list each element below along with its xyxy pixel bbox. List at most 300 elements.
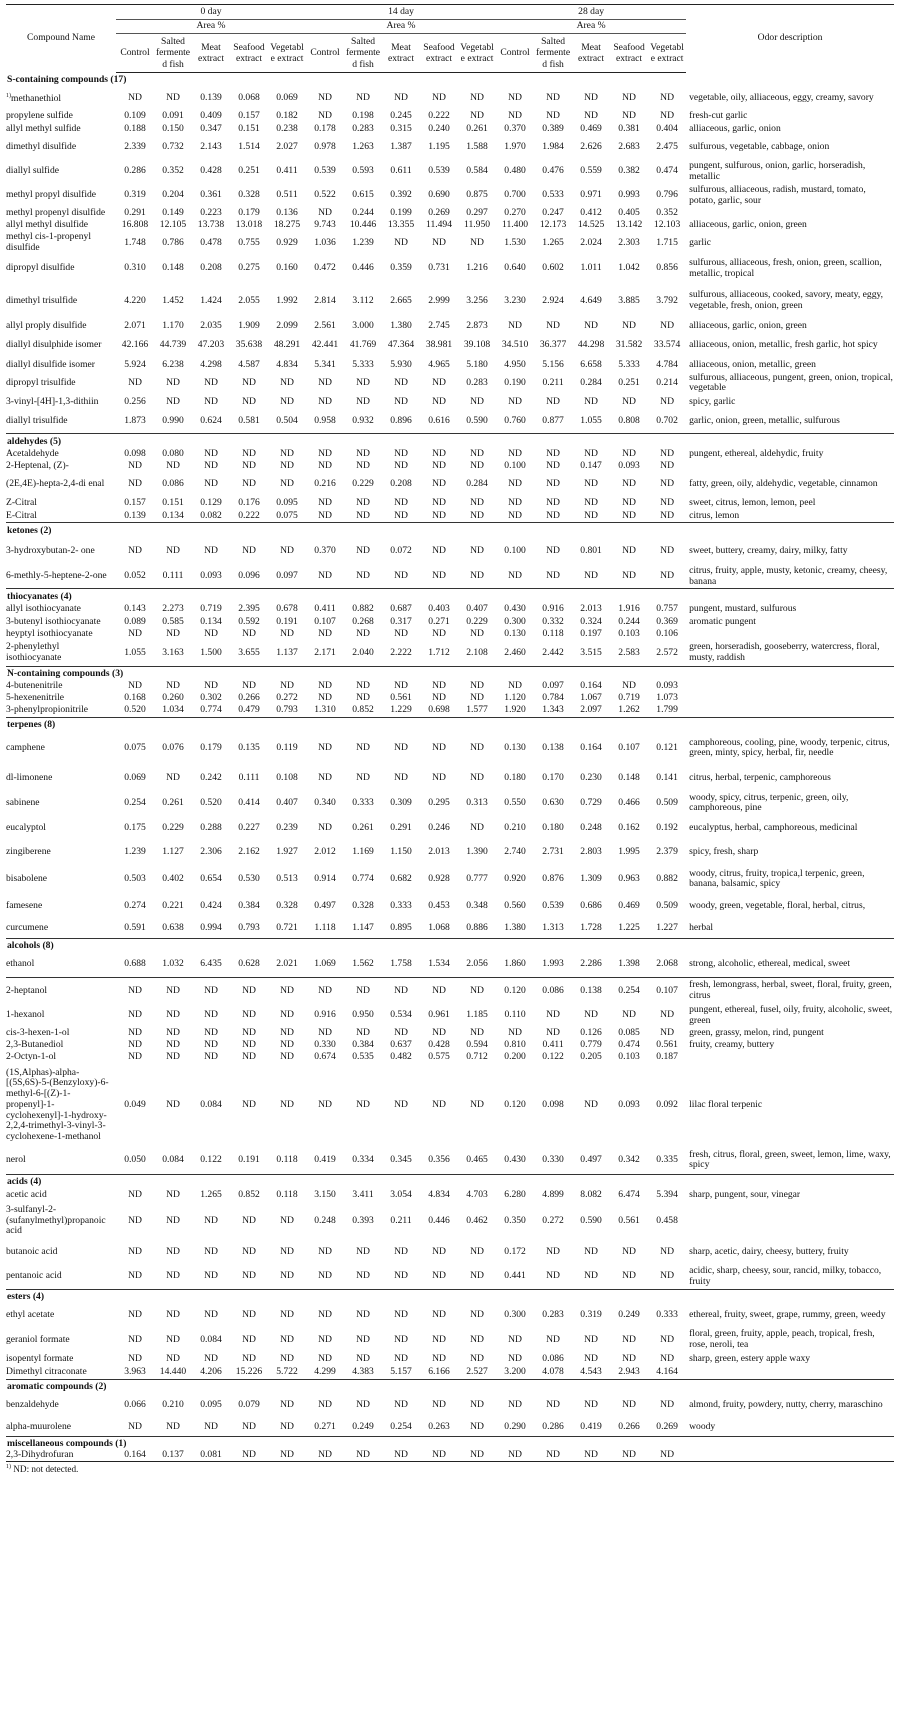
area-value-cell: ND [546,92,560,104]
area-value-cell: ND [508,1352,522,1364]
day-header-0: 0 day [116,5,306,20]
area-value-cell: 0.359 [390,262,412,274]
area-value-cell: 39.108 [463,339,491,351]
area-value-cell: 47.203 [197,339,225,351]
group-header-row [6,717,894,730]
area-value-cell: 11.400 [502,219,529,231]
area-value-cell: ND [166,92,180,104]
area-value-cell: 1.150 [390,846,412,858]
area-value-cell: ND [622,1245,636,1257]
area-value-cell: 0.084 [162,1154,184,1166]
area-value-cell: 1.011 [580,262,602,274]
area-value-cell: 0.119 [276,742,298,754]
area-value-cell: 0.509 [656,900,678,912]
area-value-cell: 0.474 [618,1039,640,1051]
table-row [6,1418,894,1436]
area-value-cell: 2.683 [618,141,640,153]
area-value-cell: 0.138 [580,984,602,996]
odor-description-cell: alliaceous, onion, metallic, fresh garlic, hot spicy [689,339,878,351]
area-value-cell: 41.769 [349,339,377,351]
area-value-cell: 0.348 [466,900,488,912]
table-row [6,603,894,616]
group-title: aromatic compounds (2) [6,1379,894,1392]
compound-name: 2-Heptenal, (Z)- [6,459,69,471]
area-value-cell: ND [318,509,332,521]
area-value-cell: 4.834 [276,358,298,370]
area-value-cell: ND [546,1270,560,1282]
area-value-cell: 2.068 [656,958,678,970]
area-value-cell: 0.164 [116,1450,154,1462]
area-value-cell: 1.390 [466,846,488,858]
area-value-cell: 0.319 [580,1308,602,1320]
area-value-cell: ND [356,1245,370,1257]
area-value-cell: 0.352 [656,207,678,219]
area-value-cell: 2.286 [580,958,602,970]
odor-description-header: Odor description [686,5,894,73]
compound-name: 3-butenyl isothiocyanate [6,615,101,627]
area-value-cell: ND [166,1270,180,1282]
sample-header-salted-fish: Salted fermente d fish [534,34,572,73]
sample-header-control: Control [116,34,154,73]
area-value-cell: 1.032 [162,958,184,970]
compound-name: Dimethyl citraconate [6,1365,87,1377]
area-value-cell: ND [318,92,332,104]
area-value-cell: 4.383 [352,1365,374,1377]
area-value-cell: ND [128,1308,142,1320]
area-value-cell: 4.784 [656,358,678,370]
area-value-cell: 0.593 [352,165,374,177]
area-value-cell: ND [508,496,522,508]
area-value-cell: ND [470,984,484,996]
area-value-cell: 0.731 [428,262,450,274]
odor-description-cell: floral, green, fruity, apple, peach, tropical, fresh, rose, neroli, tea [689,1328,875,1351]
area-value-cell: ND [356,1333,370,1345]
area-value-cell: 0.611 [390,165,412,177]
area-value-cell: 1.313 [542,921,564,933]
area-value-cell: 0.172 [504,1245,526,1257]
compound-name-cell [6,1040,116,1052]
odor-description-cell: aromatic pungent [689,615,756,627]
area-value-cell: ND [242,1333,256,1345]
area-value-cell: 0.328 [238,189,260,201]
area-value-cell: ND [394,1333,408,1345]
table-row [6,538,894,565]
table-row [6,894,894,918]
compound-name: pentanoic acid [6,1270,62,1282]
area-value-cell: 0.254 [618,984,640,996]
compound-name: zingiberene [6,846,51,858]
area-value-cell: 0.914 [314,873,336,885]
sample-header-salted-fish: Salted fermente d fish [154,34,192,73]
area-value-cell: 1.992 [276,294,298,306]
area-value-cell: 0.211 [390,1214,412,1226]
compound-name-cell [6,1264,116,1290]
area-value-cell: ND [356,570,370,582]
area-value-cell: ND [420,1450,458,1462]
compound-name-cell [6,334,116,358]
area-value-cell: ND [660,1245,675,1257]
odor-description-cell: almond, fruity, powdery, nutty, cherry, maraschino [689,1399,883,1410]
area-value-cell: 0.100 [504,545,526,557]
area-value-cell: ND [470,509,484,521]
area-value-cell: ND [470,627,484,639]
area-value-cell: 1.993 [542,958,564,970]
area-value-cell: 2.745 [428,320,450,332]
area-value-cell: 0.141 [656,772,678,784]
area-value-cell: ND [394,1352,408,1364]
area-value-cell: ND [572,1450,610,1462]
area-value-cell: 0.229 [466,615,488,627]
area-value-cell: ND [508,1399,522,1410]
area-value-cell: 0.504 [276,415,298,427]
odor-description-cell [686,692,894,704]
odor-description-cell: lilac floral terpenic [689,1098,763,1110]
area-value-cell: 2.040 [352,646,374,658]
area-value-cell: 0.808 [618,415,640,427]
area-value-cell: 0.109 [124,110,146,122]
area-value-cell: ND [470,570,484,582]
area-value-cell: 0.309 [390,797,412,809]
area-value-cell: 0.465 [466,1154,488,1166]
area-value-cell: 0.095 [276,496,298,508]
odor-description-cell: sulfurous, alliaceous, fresh, onion, green, scallion, metallic, tropical [689,256,882,279]
area-value-cell: 1.239 [124,846,146,858]
compound-name: 2-heptanol [6,984,48,996]
area-value-cell: 1.216 [466,262,488,274]
compound-name: 3-vinyl-[4H]-1,3-dithiin [6,395,99,407]
table-row [6,111,894,123]
area-value-cell: 42.166 [121,339,149,351]
area-value-cell: 1.398 [618,958,640,970]
area-value-cell: 0.476 [542,165,564,177]
area-value-cell: ND [242,1245,256,1257]
area-value-cell: 0.430 [504,1154,526,1166]
area-value-cell: 0.170 [542,772,564,784]
compound-name-cell [6,628,116,640]
area-value-cell: ND [508,320,522,332]
footnote [6,1464,894,1474]
group-header-row [6,1175,894,1188]
area-value-cell: 0.561 [618,1214,640,1226]
area-value-cell: 0.075 [276,509,298,521]
area-value-cell: 1.170 [162,320,184,332]
table-row [6,1392,894,1418]
area-value-cell: 0.550 [504,797,526,809]
area-value-cell: 2.740 [504,846,526,858]
area-value-cell: 0.290 [504,1420,526,1432]
area-value-cell: ND [546,1009,560,1021]
compound-name-cell [6,1418,116,1436]
area-value-cell: ND [242,1027,256,1039]
area-value-cell: ND [470,1420,484,1432]
area-value-cell: ND [470,679,484,691]
area-value-cell: ND [128,376,142,388]
area-value-cell: ND [546,545,560,557]
area-value-cell: ND [128,1051,142,1063]
area-value-cell: ND [318,772,332,784]
area-value-cell: 0.585 [162,615,184,627]
area-value-cell: ND [584,496,598,508]
odor-description-cell: pungent, sulfurous, onion, garlic, horseradish, metallic [689,159,866,182]
area-value-cell: 2.143 [200,141,222,153]
area-value-cell: 1.227 [656,921,678,933]
area-value-cell: 0.361 [200,189,222,201]
area-value-cell: 0.164 [580,679,602,691]
table-row [6,1188,894,1202]
area-value-cell: ND [584,1098,598,1110]
area-value-cell: ND [660,1270,675,1282]
odor-description-cell [686,1202,894,1240]
area-value-cell: 1.069 [314,958,336,970]
compound-name-cell [6,460,116,472]
area-value-cell: 3.054 [390,1188,412,1200]
area-value-cell: 0.993 [618,189,640,201]
area-value-cell: 0.482 [390,1051,412,1063]
area-value-cell: 0.719 [618,691,640,703]
compound-name-cell [6,1052,116,1064]
day-header-28: 28 day [496,5,686,20]
area-value-cell: 4.543 [580,1365,602,1377]
odor-description-cell: woody, green, vegetable, floral, herbal, citrus, [689,900,866,912]
area-value-cell: 0.130 [504,742,526,754]
area-value-cell: 8.082 [580,1188,602,1200]
table-row [6,1264,894,1290]
area-value-cell: 0.082 [200,509,222,521]
area-value-cell: 1.137 [276,646,298,658]
area-value-cell: 0.093 [656,679,678,691]
area-value-cell: 0.810 [504,1039,526,1051]
area-value-cell: ND [546,477,560,489]
compound-name: nerol [6,1154,26,1166]
area-value-cell: ND [470,1308,484,1320]
area-value-cell: 0.520 [124,704,146,716]
area-value-cell: 0.340 [314,797,336,809]
table-row [6,864,894,894]
area-value-cell: ND [166,1245,180,1257]
table-row [6,692,894,704]
area-value-cell: ND [242,1420,256,1432]
area-value-cell: 0.291 [124,207,146,219]
compound-name: 2,3-Dihydrofuran [6,1448,74,1460]
area-value-cell: ND [242,679,256,691]
area-value-cell: ND [356,1270,370,1282]
area-value-cell: ND [432,691,446,703]
area-value-cell: 0.350 [504,1214,526,1226]
area-value-cell: ND [622,92,636,104]
area-value-cell: ND [432,477,446,489]
area-value-cell: ND [584,509,598,521]
area-value-cell: 0.107 [314,615,336,627]
area-value-cell: 0.095 [200,1399,222,1410]
area-value-cell: 0.403 [428,603,450,615]
area-value-cell: ND [584,1245,598,1257]
area-value-cell: ND [356,679,370,691]
area-value-cell: 2.024 [580,236,602,248]
area-value-cell: ND [318,1270,332,1282]
area-value-cell: 0.539 [314,165,336,177]
compound-name-cell [6,692,116,704]
area-value-cell: 0.333 [390,900,412,912]
area-value-cell: 5.930 [390,358,412,370]
area-value-cell: 4.206 [200,1365,222,1377]
area-value-cell: ND [204,679,218,691]
area-value-cell: 1.055 [580,415,602,427]
area-value-cell: 3.150 [314,1188,336,1200]
area-value-cell: ND [470,447,484,459]
area-value-cell: 0.261 [162,797,184,809]
area-value-cell: 4.164 [656,1365,678,1377]
area-value-cell: 44.298 [577,339,605,351]
area-value-cell: ND [280,1051,294,1063]
area-value-cell: 0.230 [580,772,602,784]
area-value-cell: 0.409 [200,110,222,122]
area-value-cell: ND [318,984,332,996]
area-value-cell: 0.687 [390,603,412,615]
area-value-cell: ND [318,496,332,508]
area-value-cell: 0.050 [124,1154,146,1166]
area-value-cell: 0.638 [162,921,184,933]
area-value-cell: 0.107 [618,742,640,754]
compound-name-cell [6,816,116,840]
area-value-cell: 2.021 [276,958,298,970]
area-value-cell: 10.446 [349,219,377,231]
area-value-cell: ND [242,477,256,489]
area-value-cell: 0.271 [428,615,450,627]
area-value-cell: ND [470,1399,484,1410]
area-value-cell: 0.411 [314,603,336,615]
odor-description-cell: fresh, citrus, floral, green, sweet, lemon, lime, waxy, spicy [689,1148,891,1171]
area-value-cell: ND [318,1399,332,1410]
compound-name: (2E,4E)-hepta-2,4-di enal [6,477,105,489]
area-value-cell: 0.784 [542,691,564,703]
area-value-cell: 5.341 [314,358,336,370]
area-value-cell: 0.700 [504,189,526,201]
area-value-cell: 4.078 [542,1365,564,1377]
area-value-cell: ND [648,1450,686,1462]
area-value-cell: ND [318,1308,332,1320]
area-value-cell: ND [394,1027,408,1039]
compound-name: acetic acid [6,1188,47,1200]
compound-name: allyl proply disulfide [6,320,87,332]
area-value-cell: ND [318,1352,332,1364]
area-percent-header: Area % [116,20,306,34]
area-value-cell: ND [432,395,446,407]
area-value-cell: ND [660,477,675,489]
area-value-cell: ND [508,570,522,582]
area-value-cell: 0.342 [618,1154,640,1166]
area-value-cell: 1.118 [314,921,336,933]
area-value-cell: ND [394,1308,408,1320]
table-row [6,1353,894,1365]
area-value-cell: ND [584,1270,598,1282]
table-row [6,816,894,840]
area-value-cell: ND [280,459,294,471]
area-value-cell: ND [128,1027,142,1039]
area-value-cell: 0.097 [276,570,298,582]
area-value-cell: ND [470,1270,484,1282]
area-value-cell: 0.068 [238,92,260,104]
table-row [6,87,894,111]
area-value-cell: 0.971 [580,189,602,201]
area-value-cell: 0.208 [390,477,412,489]
area-value-cell: 2.306 [200,846,222,858]
area-value-cell: 0.480 [504,165,526,177]
area-value-cell: 0.702 [656,415,678,427]
area-value-cell: 0.286 [542,1420,564,1432]
area-value-cell: ND [508,509,522,521]
area-value-cell: 2.273 [162,603,184,615]
area-value-cell: 0.466 [618,797,640,809]
area-value-cell: 34.510 [501,339,529,351]
area-value-cell: ND [356,545,370,557]
area-value-cell: ND [546,459,560,471]
area-value-cell: ND [394,772,408,784]
area-value-cell: ND [394,1270,408,1282]
area-value-cell: ND [128,477,142,489]
area-value-cell: 0.721 [276,921,298,933]
area-value-cell: ND [394,395,408,407]
area-value-cell: 1.748 [124,236,146,248]
area-value-cell: 0.111 [162,570,184,582]
area-value-cell: ND [306,1450,344,1462]
compound-name: 3-sulfanyl-2-(sufanylmethyl)propanoic acid [6,1203,106,1237]
table-row [6,184,894,208]
area-value-cell: ND [356,376,370,388]
area-value-cell: 2.012 [314,846,336,858]
odor-description-cell: sulfurous, alliaceous, cooked, savory, meaty, eggy, vegetable, fresh, onion, green [689,289,884,311]
area-value-cell: 1.927 [276,846,298,858]
area-value-cell: 0.148 [162,262,184,274]
area-value-cell: ND [344,1450,382,1462]
area-value-cell: 0.147 [580,459,602,471]
area-value-cell: 5.722 [276,1365,298,1377]
area-value-cell: 0.755 [238,236,260,248]
compound-name-cell [6,255,116,283]
area-value-cell: 0.199 [390,207,412,219]
area-value-cell: ND [622,1399,636,1410]
area-value-cell: 0.328 [276,900,298,912]
area-value-cell: 0.347 [200,122,222,134]
area-value-cell: ND [508,679,522,691]
area-value-cell: 0.135 [238,742,260,754]
area-value-cell: ND [622,477,636,489]
compound-name-cell [6,1392,116,1418]
area-value-cell: 0.419 [580,1420,602,1432]
area-value-cell: 0.590 [466,415,488,427]
area-value-cell: 0.310 [124,262,146,274]
area-value-cell: ND [660,1399,675,1410]
area-value-cell: ND [356,496,370,508]
area-value-cell: ND [356,984,370,996]
area-value-cell: 0.428 [428,1039,450,1051]
area-value-cell: 0.084 [200,1333,222,1345]
odor-description-cell: sweet, buttery, creamy, dairy, milky, fatty [689,545,848,557]
odor-description-cell: pungent, ethereal, fusel, oily, fruity, alcoholic, sweet, green [689,1003,893,1026]
area-value-cell: 3.112 [352,294,374,306]
area-value-cell: 0.049 [124,1098,146,1110]
table-row [6,790,894,816]
area-value-cell: ND [166,395,180,407]
area-value-cell: 1.424 [200,294,222,306]
area-value-cell: 0.393 [352,1214,374,1226]
compound-name-cell [6,1240,116,1264]
area-value-cell: 0.178 [314,122,336,134]
table-row [6,565,894,589]
area-value-cell: ND [128,627,142,639]
area-value-cell: 5.333 [618,358,640,370]
area-value-cell: 4.220 [124,294,146,306]
area-value-cell: 0.086 [162,477,184,489]
